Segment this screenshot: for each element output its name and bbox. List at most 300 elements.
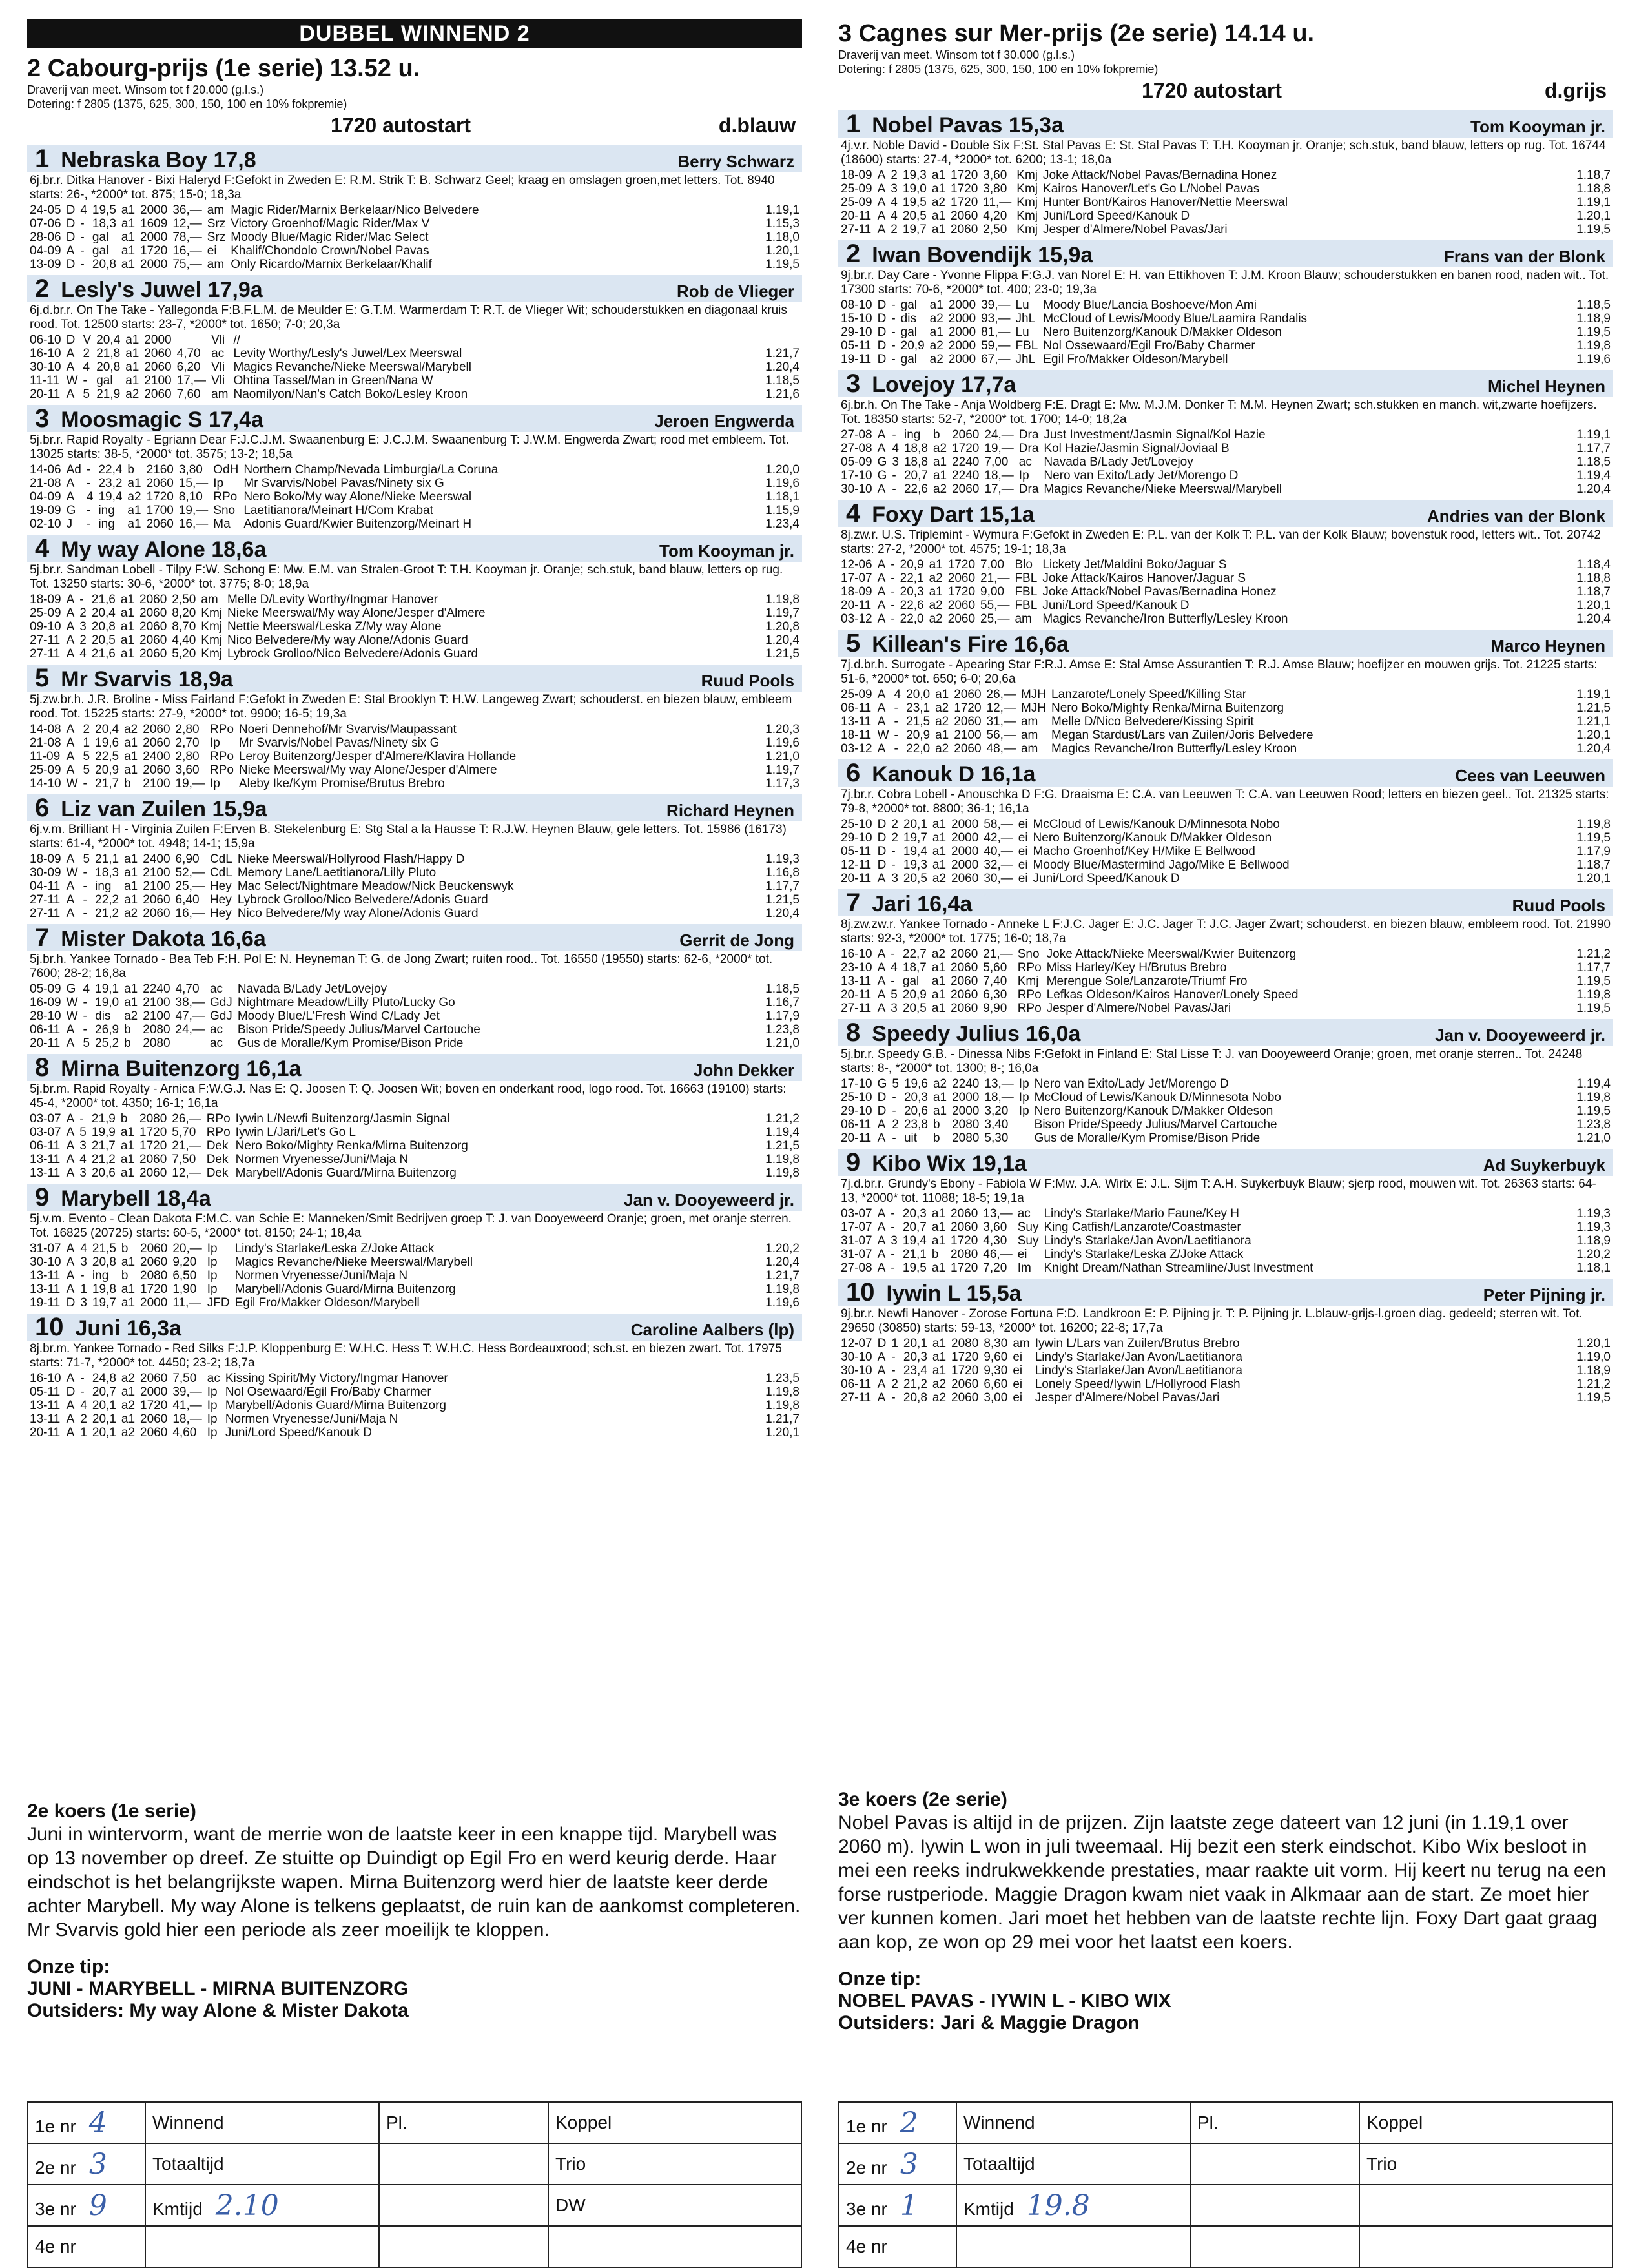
table-cell: am	[1020, 742, 1038, 756]
table-cell: 1.20,1	[1576, 872, 1611, 885]
table-cell: 30-10	[841, 482, 872, 496]
table-cell: 1720	[140, 1399, 168, 1412]
table-cell: am	[201, 593, 218, 606]
table-cell: 2080	[143, 1023, 170, 1036]
table-cell: McCloud of Lewis/Kanouk D/Minnesota Nobo	[1034, 1091, 1281, 1104]
horse-name	[35, 924, 266, 953]
race-history	[27, 593, 802, 661]
table-cell: 1.19,7	[765, 606, 799, 620]
handwritten-entry: 1	[900, 2189, 918, 2222]
table-cell: 08-10	[841, 298, 872, 312]
handwritten-entry: 9	[88, 2189, 107, 2222]
table-cell: D	[877, 339, 887, 353]
horse-number: 7	[35, 923, 50, 952]
table-cell: 1.17,7	[1576, 961, 1611, 974]
horse-header	[27, 145, 802, 172]
table-cell: 3	[80, 1296, 87, 1310]
table-cell: G	[877, 455, 887, 469]
table-cell: 11-11	[30, 374, 59, 387]
table-cell: RPo	[206, 1112, 231, 1126]
horse-info: 9j.br.r. Day Care - Yvonne Flippa F:G.J. van Norel E: H. van Ettikhoven T: J.M. Kroon Blauw; schouderstukken en banen rood, naden wit.. Tot. 17300 starts: 70-6, *2000* tot. 400; 23-0; 19,3a	[841, 269, 1609, 296]
table-cell: b	[127, 463, 134, 477]
table-cell: Juni/Lord Speed/Kanouk D	[225, 1426, 372, 1439]
table-cell: ac	[209, 1023, 223, 1036]
table-cell: 4	[892, 442, 899, 455]
table-cell: A	[66, 347, 75, 360]
table-cell: 31,—	[986, 715, 1016, 728]
table-cell: 21,7	[95, 777, 119, 790]
table-cell: 6,90	[175, 852, 200, 866]
table-cell: 1.21,5	[765, 647, 799, 661]
table-cell: a1	[124, 893, 138, 907]
table-cell: A	[66, 1153, 75, 1166]
table-row	[838, 482, 1613, 496]
table-cell: ac	[211, 347, 225, 360]
table-cell: ei	[1018, 858, 1028, 872]
table-row	[27, 1385, 802, 1399]
table-cell: 2060	[951, 974, 978, 988]
table-cell: 20,9	[906, 728, 931, 742]
table-cell: A	[66, 634, 75, 647]
result-grid	[838, 2101, 1613, 2268]
table-row	[838, 196, 1613, 209]
horse-info: 5j.zw.br.h. J.R. Broline - Miss Fairland F:Gefokt in Zweden E: Stal Brooklyn T: H.W. Langeweg Zwart; schouderst. en biezen blauw, embleem rood. Tot. 15225 starts: 27-9, *2000* tot. 9900; 16-5; 19,3a	[30, 693, 792, 721]
table-cell: A	[877, 1248, 886, 1261]
table-cell: a1	[931, 1002, 945, 1015]
table-cell: 19,—	[984, 442, 1014, 455]
table-cell: Kissing Spirit/My Victory/Ingmar Hanover	[225, 1372, 448, 1385]
grid-label: Kmtijd	[963, 2198, 1014, 2219]
table-row	[27, 880, 802, 893]
table-cell: Sno	[213, 504, 236, 517]
table-cell: 7,60	[176, 387, 201, 401]
table-cell: Lonely Speed/Iywin L/Hollyrood Flash	[1035, 1377, 1241, 1391]
table-cell: -	[891, 558, 895, 572]
race-title: 2 Cabourg-prijs (1e serie) 13.52 u.	[27, 55, 420, 82]
horse-info: 6j.v.m. Brilliant H - Virginia Zuilen F:Erven B. Stekelenburg E: Stg Stal a la Hausse T: R.J.W. Heynen Blauw, gele letters. Tot. 15986 (16173) starts: 61-4, *2000* tot. 4948; 14-1; 15,9a	[30, 823, 787, 850]
table-cell: 1.20,3	[765, 723, 799, 736]
table-cell: A	[66, 360, 75, 374]
table-cell: a2	[929, 612, 943, 626]
table-cell: Kmj	[201, 620, 222, 634]
table-cell: 2000	[948, 298, 976, 312]
table-cell: RPo	[209, 750, 234, 763]
table-cell: D	[877, 353, 887, 366]
table-cell: 48,—	[986, 742, 1016, 756]
table-cell: a1	[932, 1104, 947, 1118]
table-cell: -	[80, 1372, 85, 1385]
table-cell: 1.18,5	[1576, 298, 1611, 312]
table-cell: A	[877, 223, 886, 236]
table-cell: 2060	[951, 988, 978, 1002]
table-cell: a1	[935, 728, 949, 742]
table-cell: 8,10	[178, 490, 203, 504]
start-type: 1720 autostart	[1142, 79, 1282, 102]
table-cell: Nero Buitenzorg/Kanouk D/Makker Oldeson	[1034, 1104, 1273, 1118]
table-cell: -	[892, 1131, 896, 1145]
table-cell: Jesper d'Almere/Nobel Pavas/Jari	[1035, 1391, 1220, 1405]
table-cell: 13-11	[30, 1166, 61, 1180]
table-row	[838, 1091, 1613, 1104]
table-cell: Vli	[211, 360, 225, 374]
table-cell: a1	[121, 244, 136, 258]
table-cell: 4,70	[176, 347, 201, 360]
horse-number: 2	[35, 274, 50, 303]
horse-info: 7j.d.br.r. Grundy's Ebony - Fabiola W F:Mw. J.A. Wirix E: J.L. Sijm T: A.H. Suykerbuyk Blauw; sjerp rood, mouwen wit. Tot. 26363 starts: 64-13, *2000* tot. 11088; 18-5; 19,1a	[841, 1177, 1596, 1205]
table-cell: a1	[124, 880, 138, 893]
table-cell: Ip	[1018, 1091, 1029, 1104]
table-cell: 2,50	[172, 593, 196, 606]
horse-title: Mirna Buitenzorg 16,1a	[61, 1057, 302, 1081]
table-cell: Lybrock Grolloo/Nico Belvedere/Adonis Guard	[227, 647, 478, 661]
table-cell: 6,40	[175, 893, 200, 907]
table-cell: 4	[80, 203, 87, 217]
table-cell: 1.23,8	[1576, 1118, 1611, 1131]
table-cell: 2000	[948, 353, 976, 366]
table-cell: 26,—	[172, 1112, 201, 1126]
grid-cell	[379, 2226, 548, 2267]
horse-header	[838, 630, 1613, 657]
table-row	[27, 1023, 802, 1036]
grid-cell	[839, 2102, 956, 2143]
horse-header	[27, 405, 802, 432]
table-cell: 06-11	[30, 1023, 61, 1036]
table-cell: GdJ	[209, 996, 232, 1009]
table-row	[27, 463, 802, 477]
table-cell: 7,50	[172, 1153, 196, 1166]
table-cell: 1.18,0	[765, 231, 799, 244]
table-cell: Kol Hazie/Jasmin Signal/Joviaal B	[1044, 442, 1230, 455]
table-cell: 1.19,6	[765, 477, 799, 490]
table-cell: Magics Revanche/Nieke Meerswal/Marybell	[233, 360, 471, 374]
table-cell: D	[877, 1337, 887, 1350]
horse-name	[846, 1149, 1027, 1177]
table-cell: 1720	[146, 490, 174, 504]
table-cell: 7,20	[983, 1261, 1007, 1275]
table-cell: -	[891, 312, 896, 325]
horse-entry	[27, 1184, 802, 1310]
table-cell: Egil Fro/Makker Oldeson/Marybell	[234, 1296, 420, 1310]
table-cell: 2100	[143, 880, 170, 893]
table-cell: D	[877, 312, 887, 325]
table-cell: -	[891, 599, 895, 612]
table-cell: am	[211, 387, 229, 401]
table-cell: D	[66, 217, 76, 231]
table-cell: Kairos Hanover/Let's Go L/Nobel Pavas	[1043, 182, 1260, 196]
table-cell: a2	[929, 312, 943, 325]
table-cell: 20,1	[92, 1426, 116, 1439]
table-cell: Megan Stardust/Lars van Zuilen/Joris Belvedere	[1051, 728, 1313, 742]
table-cell: 19,—	[175, 777, 205, 790]
table-cell: 2000	[948, 339, 976, 353]
race-title: 3 Cagnes sur Mer-prijs (2e serie) 14.14 u.	[838, 20, 1315, 47]
table-row	[27, 504, 802, 517]
table-cell: a1	[931, 1234, 945, 1248]
table-cell: 52,—	[175, 866, 205, 880]
table-cell: Vli	[211, 333, 225, 347]
grid-cell	[1359, 2185, 1612, 2226]
table-cell: 20,7	[903, 469, 928, 482]
table-row	[27, 490, 802, 504]
table-cell: 5	[83, 763, 90, 777]
table-cell: 22,7	[902, 947, 927, 961]
table-cell: 41,—	[172, 1399, 202, 1412]
table-cell: 13-11	[30, 1153, 61, 1166]
table-cell: 1.20,1	[1576, 1337, 1611, 1350]
table-cell: MJH	[1020, 701, 1047, 715]
table-cell: 1.19,5	[1576, 1002, 1611, 1015]
table-row	[838, 1104, 1613, 1118]
race-history	[838, 1337, 1613, 1405]
table-cell: 2000	[140, 1385, 168, 1399]
table-cell: 75,—	[172, 258, 202, 271]
table-cell: 2	[891, 831, 898, 845]
table-cell: Laetitianora/Meinart H/Com Krabat	[243, 504, 433, 517]
table-cell: 03-12	[841, 612, 872, 626]
horse-number: 6	[846, 759, 861, 787]
table-cell: 06-11	[841, 1377, 872, 1391]
table-cell: a1	[932, 1364, 947, 1377]
table-cell: 1.19,8	[1576, 988, 1611, 1002]
table-cell: Ip	[1018, 1104, 1029, 1118]
horse-driver: Gerrit de Jong	[679, 931, 794, 950]
table-cell: 1.19,1	[1576, 196, 1611, 209]
table-row	[838, 1377, 1613, 1391]
table-cell: 1720	[951, 1364, 979, 1377]
horse-driver: John Dekker	[693, 1060, 794, 1080]
horse-driver: Michel Heynen	[1487, 376, 1605, 396]
race-conditions: Draverij van meet. Winsom tot f 20.000 (g.l.s.)	[27, 83, 264, 96]
table-cell: a1	[121, 1283, 136, 1296]
table-cell: G	[877, 469, 887, 482]
table-cell: 21,—	[172, 1139, 201, 1153]
table-cell: 2000	[952, 1104, 980, 1118]
table-cell: -	[891, 612, 895, 626]
table-cell: 2060	[144, 360, 172, 374]
table-cell: 22,4	[98, 463, 123, 477]
table-cell: ing	[98, 504, 115, 517]
table-cell: 2000	[948, 325, 976, 339]
table-cell: -	[891, 845, 896, 858]
table-cell: D	[66, 1296, 76, 1310]
table-cell: 16-10	[841, 947, 872, 961]
race-2-analysis	[27, 1800, 802, 2022]
table-cell: a1	[120, 647, 134, 661]
horse-title: Liz van Zuilen 15,9a	[61, 797, 267, 821]
table-cell: 27-11	[841, 1391, 872, 1405]
table-cell: A	[66, 1166, 75, 1180]
table-cell: 9,20	[172, 1255, 197, 1269]
table-cell: 20,6	[91, 1166, 116, 1180]
table-cell: am	[1013, 1337, 1030, 1350]
table-cell: 2060	[140, 1412, 168, 1426]
table-cell: ei	[1013, 1350, 1023, 1364]
table-cell: JFD	[207, 1296, 230, 1310]
horse-info: 7j.d.br.h. Surrogate - Apearing Star F:R.J. Amse E: Stal Amse Assurantien T: R.J. Amse Blauw; hoefijzer en mouwen grijs. Tot. 21225 starts: 51-6, *2000* tot. 650; 6-0; 20,6a	[841, 658, 1598, 686]
grid-label: Kmtijd	[152, 2198, 203, 2219]
horse-title: Iwan Bovendijk 15,9a	[872, 243, 1093, 267]
table-cell: Nero Buitenzorg/Kanouk D/Makker Oldeson	[1043, 325, 1282, 339]
table-cell: 04-11	[30, 880, 61, 893]
table-cell: Lindy's Starlake/Jan Avon/Laetitianora	[1035, 1364, 1242, 1377]
grid-cell	[379, 2185, 548, 2226]
table-cell: 1.21,2	[765, 1112, 799, 1126]
horse-title: Foxy Dart 15,1a	[872, 502, 1035, 527]
table-row	[27, 606, 802, 620]
table-cell: 2240	[952, 469, 980, 482]
table-row	[838, 1337, 1613, 1350]
table-cell: 03-12	[841, 742, 872, 756]
horse-entry	[27, 924, 802, 1050]
table-cell: 1720	[952, 442, 980, 455]
table-cell: a1	[120, 606, 134, 620]
horse-name	[35, 275, 263, 304]
table-cell: 22,0	[906, 742, 931, 756]
table-cell: 4	[891, 961, 898, 974]
horse-info: 6j.d.br.r. On The Take - Yallegonda F:B.F.L.M. de Meulder E: G.T.M. Warmerdam T: R.T. de Vlieger Wit; schouderstukken en diagonaal kruis rood. Tot. 12500 starts: 23-7, *2000* tot. 1650; 7-0; 20,3a	[30, 304, 787, 331]
table-cell: 3	[892, 455, 899, 469]
table-cell: 1.19,1	[1576, 428, 1611, 442]
table-cell: A	[877, 1377, 886, 1391]
table-cell: Nico Belvedere/My way Alone/Adonis Guard	[227, 634, 468, 647]
table-cell: A	[877, 1350, 886, 1364]
table-cell: 25-09	[30, 763, 61, 777]
table-row	[838, 1234, 1613, 1248]
table-cell: 9,60	[984, 1350, 1008, 1364]
table-cell: Nico Belvedere/My way Alone/Adonis Guard	[237, 907, 479, 920]
table-cell: 19-11	[841, 353, 872, 366]
table-cell: 30-10	[841, 1364, 872, 1377]
table-cell: Naomilyon/Nan's Catch Boko/Lesley Kroon	[233, 387, 468, 401]
table-cell: 1.19,8	[765, 1283, 799, 1296]
table-cell: 7,40	[983, 974, 1007, 988]
table-cell: b	[931, 1248, 939, 1261]
table-row	[27, 1153, 802, 1166]
table-row	[27, 1296, 802, 1310]
table-cell: gal	[900, 353, 918, 366]
table-cell: V	[83, 333, 92, 347]
race-history	[838, 818, 1613, 885]
table-cell: a1	[121, 258, 136, 271]
table-cell: 27-11	[30, 893, 61, 907]
table-cell: 20,8	[92, 258, 116, 271]
table-cell: -	[891, 1391, 896, 1405]
table-cell: 1.21,2	[1576, 947, 1611, 961]
table-cell: A	[66, 1283, 75, 1296]
table-cell: 2160	[146, 463, 174, 477]
table-row	[27, 647, 802, 661]
horse-header	[838, 759, 1613, 787]
table-cell: A	[66, 1036, 75, 1050]
table-cell: 2000	[951, 858, 979, 872]
table-cell: 2,70	[175, 736, 200, 750]
table-cell: 1.19,4	[765, 1126, 799, 1139]
race-history	[838, 688, 1613, 756]
table-cell	[173, 1036, 207, 1050]
table-cell: A	[66, 852, 75, 866]
table-cell: a2	[932, 442, 947, 455]
table-cell: a1	[932, 469, 947, 482]
horse-header	[838, 1019, 1613, 1046]
table-cell: Nieke Meerswal/Hollyrood Flash/Happy D	[237, 852, 465, 866]
table-cell: 2240	[952, 1077, 980, 1091]
horse-entry	[27, 794, 802, 920]
tip-picks: JUNI - MARYBELL - MIRNA BUITENZORG	[27, 1978, 409, 1999]
table-cell: b	[124, 1023, 131, 1036]
table-cell: A	[66, 1112, 75, 1126]
table-cell: 1.20,2	[1576, 1248, 1611, 1261]
table-cell: D	[66, 203, 76, 217]
table-cell: Normen Vryenesse/Juni/Maja N	[234, 1269, 408, 1283]
table-cell: 2060	[140, 1242, 168, 1255]
table-row	[838, 845, 1613, 858]
table-cell: 29-10	[841, 325, 872, 339]
table-cell: 1.20,1	[1576, 209, 1611, 223]
table-cell: Nol Osewaard/Egil Fro/Baby Charmer	[225, 1385, 431, 1399]
tip-heading: Onze tip:	[838, 1968, 922, 1990]
horse-info: 9j.br.r. Newfi Hanover - Zorose Fortuna F:D. Landkroon E: P. Pijning jr. T: P. Pijning jr. L.blauw-grijs-l.groen diag. gedeeld; sterren wit. Tot. 29650 (30850) starts: 59-13, *2000* tot. 16200; 22-8; 17,7a	[841, 1307, 1583, 1335]
table-row	[838, 1391, 1613, 1405]
table-cell: Macho Groenhof/Key H/Mike E Bellwood	[1033, 845, 1255, 858]
table-cell: 19,6	[95, 736, 119, 750]
table-cell: 2000	[951, 831, 979, 845]
table-cell: 3,40	[984, 1118, 1009, 1131]
table-row	[27, 217, 802, 231]
table-row	[838, 339, 1613, 353]
table-cell: 1720	[947, 585, 976, 599]
table-cell: 4	[83, 982, 90, 996]
table-cell: Marybell/Adonis Guard/Mirna Buitenzorg	[235, 1166, 457, 1180]
table-cell: ing	[903, 428, 921, 442]
horse-title: Moosmagic S 17,4a	[61, 407, 263, 432]
horse-driver: Berry Schwarz	[677, 152, 794, 171]
table-cell: -	[892, 482, 896, 496]
table-cell: A	[877, 701, 886, 715]
table-cell: Ip	[1018, 1077, 1029, 1091]
grid-cell	[145, 2226, 379, 2267]
horse-driver: Caroline Aalbers (lp)	[630, 1320, 794, 1339]
table-row	[838, 1077, 1613, 1091]
tip-heading: Onze tip:	[27, 1956, 110, 1977]
table-cell: 2060	[952, 428, 980, 442]
grid-cell: Trio	[548, 2143, 801, 2185]
table-cell: Normen Vryenesse/Juni/Maja N	[225, 1412, 398, 1426]
table-cell: 18,3	[95, 866, 119, 880]
table-cell: 1.19,3	[765, 852, 799, 866]
table-cell: 1720	[951, 1234, 978, 1248]
table-cell: 2	[79, 634, 87, 647]
table-cell: 20,1	[92, 1412, 116, 1426]
table-cell: A	[66, 1426, 75, 1439]
grid-cell	[839, 2143, 956, 2185]
table-cell: -	[80, 244, 85, 258]
table-cell: 8,30	[984, 1337, 1008, 1350]
table-cell: 3	[79, 620, 87, 634]
table-cell: 23,2	[98, 477, 123, 490]
table-row	[838, 1248, 1613, 1261]
table-cell: Lybrock Grolloo/Nico Belvedere/Adonis Guard	[237, 893, 488, 907]
table-cell: a1	[121, 231, 136, 244]
table-cell: -	[891, 585, 895, 599]
table-cell: 2060	[139, 1153, 167, 1166]
track-condition: d.grijs	[1544, 79, 1607, 102]
table-row	[838, 325, 1613, 339]
table-cell: 4,70	[175, 982, 200, 996]
table-cell: W	[66, 777, 78, 790]
table-cell: Marybell/Adonis Guard/Mirna Buitenzorg	[225, 1399, 446, 1412]
table-cell: Ip	[1018, 469, 1029, 482]
grid-cell	[145, 2185, 379, 2226]
